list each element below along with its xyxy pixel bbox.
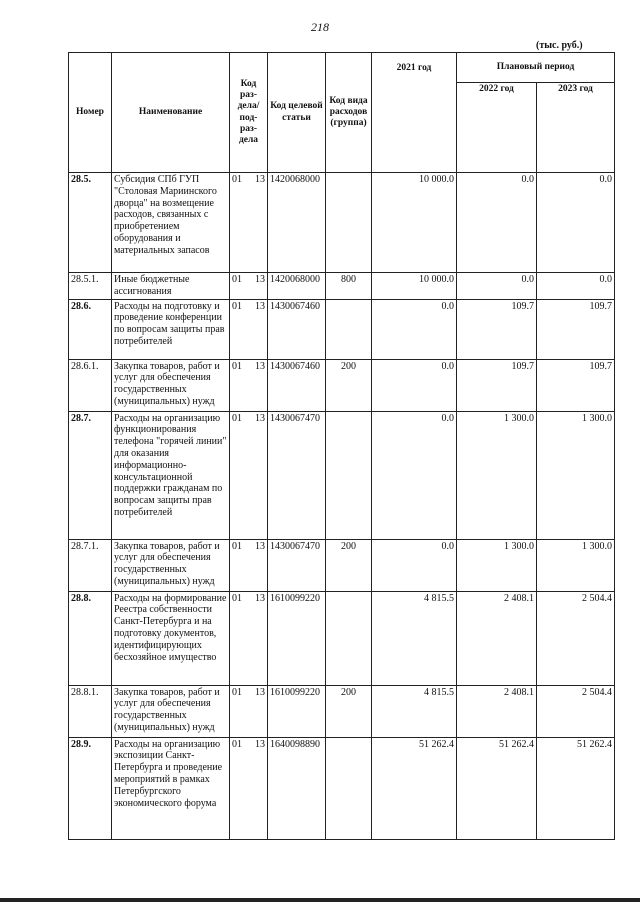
row-number: 28.7. (69, 411, 112, 539)
row-razdel (230, 591, 268, 685)
row-number: 28.5.1. (69, 273, 112, 300)
row-number: 28.7.1. (69, 539, 112, 591)
header-plan-period: Плановый период (457, 53, 615, 83)
row-podrazdel-code: 13 (255, 300, 265, 312)
row-name: Иные бюджетные ассигнования (112, 273, 230, 300)
header-razdel: Код раз-дела/ под-раз-дела (230, 53, 268, 173)
row-target-code: 1640098890 (268, 737, 326, 839)
table-row (69, 591, 615, 685)
row-name: Закупка товаров, работ и услуг для обеспечения государственных (муниципальных) нужд (112, 539, 230, 591)
row-value-2023: 109.7 (537, 359, 615, 411)
row-podrazdel-code: 13 (255, 412, 265, 424)
row-target-code: 1430067470 (268, 411, 326, 539)
row-value-2021: 4 815.5 (372, 685, 457, 737)
row-value-2021: 4 815.5 (372, 591, 457, 685)
row-razdel-code: 01 (232, 412, 242, 424)
row-razdel (230, 737, 268, 839)
row-target-code: 1420068000 (268, 273, 326, 300)
row-name: Закупка товаров, работ и услуг для обеспечения государственных (муниципальных) нужд (112, 685, 230, 737)
row-number: 28.9. (69, 737, 112, 839)
row-value-2021: 0.0 (372, 359, 457, 411)
table-row (69, 737, 615, 839)
row-value-2021: 51 262.4 (372, 737, 457, 839)
table-row (69, 411, 615, 539)
row-podrazdel-code: 13 (255, 686, 265, 698)
row-number: 28.5. (69, 173, 112, 273)
row-razdel-code: 01 (232, 738, 242, 750)
row-target-code: 1610099220 (268, 685, 326, 737)
row-target-code: 1610099220 (268, 591, 326, 685)
row-target-code: 1430067460 (268, 299, 326, 359)
row-razdel (230, 299, 268, 359)
row-value-2023: 0.0 (537, 173, 615, 273)
row-razdel (230, 539, 268, 591)
row-value-2021: 10 000.0 (372, 173, 457, 273)
header-number: Номер (69, 53, 112, 173)
row-razdel-code: 01 (232, 300, 242, 312)
row-vid-code: 200 (326, 685, 372, 737)
table-row (69, 273, 615, 300)
row-razdel-code: 01 (232, 592, 242, 604)
row-number: 28.8. (69, 591, 112, 685)
row-value-2021: 0.0 (372, 539, 457, 591)
header-2022: 2022 год (457, 83, 537, 173)
row-name: Закупка товаров, работ и услуг для обеспечения государственных (муниципальных) нужд (112, 359, 230, 411)
row-name: Расходы на организацию экспозиции Санкт-Петербурга и проведение мероприятий в рамках Петербургского экономического форума (112, 737, 230, 839)
row-podrazdel-code: 13 (255, 540, 265, 552)
table-row (69, 685, 615, 737)
row-vid-code (326, 299, 372, 359)
header-vid: Код вида расходов (группа) (326, 53, 372, 173)
page-number: 218 (311, 20, 329, 34)
row-value-2022: 0.0 (457, 273, 537, 300)
row-name: Расходы на подготовку и проведение конференции по вопросам защиты прав потребителей (112, 299, 230, 359)
row-vid-code (326, 737, 372, 839)
table-row (69, 359, 615, 411)
header-2023: 2023 год (537, 83, 615, 173)
row-vid-code: 800 (326, 273, 372, 300)
row-razdel (230, 273, 268, 300)
row-value-2022: 109.7 (457, 299, 537, 359)
page-bottom-border (0, 898, 640, 902)
table-body (69, 173, 615, 840)
row-podrazdel-code: 13 (255, 174, 265, 185)
row-razdel (230, 685, 268, 737)
row-podrazdel-code: 13 (255, 738, 265, 750)
table-row (69, 299, 615, 359)
row-value-2022: 2 408.1 (457, 685, 537, 737)
row-target-code: 1430067460 (268, 359, 326, 411)
row-value-2023: 1 300.0 (537, 411, 615, 539)
row-value-2023: 1 300.0 (537, 539, 615, 591)
row-podrazdel-code: 13 (255, 360, 265, 372)
header-2021: 2021 год (372, 53, 457, 173)
row-value-2022: 51 262.4 (457, 737, 537, 839)
row-razdel-code: 01 (232, 540, 242, 552)
table-row (69, 173, 615, 273)
row-value-2021: 0.0 (372, 411, 457, 539)
row-value-2021: 10 000.0 (372, 273, 457, 300)
row-razdel-code: 01 (232, 174, 242, 185)
table-row (69, 539, 615, 591)
row-name: Расходы на формирование Реестра собственности Санкт-Петербурга и на подготовку документов, идентифицирующих бесхозяйное имущество (112, 591, 230, 685)
row-razdel (230, 411, 268, 539)
row-value-2022: 109.7 (457, 359, 537, 411)
row-podrazdel-code: 13 (255, 274, 265, 285)
row-value-2023: 2 504.4 (537, 591, 615, 685)
row-vid-code (326, 411, 372, 539)
row-value-2023: 109.7 (537, 299, 615, 359)
header-target: Код целевой статьи (268, 53, 326, 173)
row-name: Расходы на организацию функционирования телефона "горячей линии" для оказания информационно-консультационной поддержки гражданам по вопросам защиты прав потребителей (112, 411, 230, 539)
row-value-2022: 0.0 (457, 173, 537, 273)
row-razdel-code: 01 (232, 686, 242, 698)
row-name: Субсидия СПб ГУП "Столовая Мариинского дворца" на возмещение расходов, связанных с приобретением оборудования и материальных запасов (112, 173, 230, 273)
row-target-code: 1420068000 (268, 173, 326, 273)
row-razdel-code: 01 (232, 274, 242, 285)
units-label: (тыс. руб.) (536, 40, 583, 51)
row-number: 28.6. (69, 299, 112, 359)
header-name: Наименование (112, 53, 230, 173)
row-vid-code: 200 (326, 359, 372, 411)
row-vid-code (326, 591, 372, 685)
row-value-2022: 1 300.0 (457, 539, 537, 591)
row-value-2022: 2 408.1 (457, 591, 537, 685)
row-number: 28.6.1. (69, 359, 112, 411)
row-razdel (230, 359, 268, 411)
row-value-2023: 0.0 (537, 273, 615, 300)
row-vid-code (326, 173, 372, 273)
budget-table (68, 52, 615, 840)
row-value-2022: 1 300.0 (457, 411, 537, 539)
row-value-2023: 51 262.4 (537, 737, 615, 839)
row-podrazdel-code: 13 (255, 592, 265, 604)
row-number: 28.8.1. (69, 685, 112, 737)
row-vid-code: 200 (326, 539, 372, 591)
row-value-2023: 2 504.4 (537, 685, 615, 737)
row-value-2021: 0.0 (372, 299, 457, 359)
row-razdel-code: 01 (232, 360, 242, 372)
row-razdel (230, 173, 268, 273)
row-target-code: 1430067470 (268, 539, 326, 591)
